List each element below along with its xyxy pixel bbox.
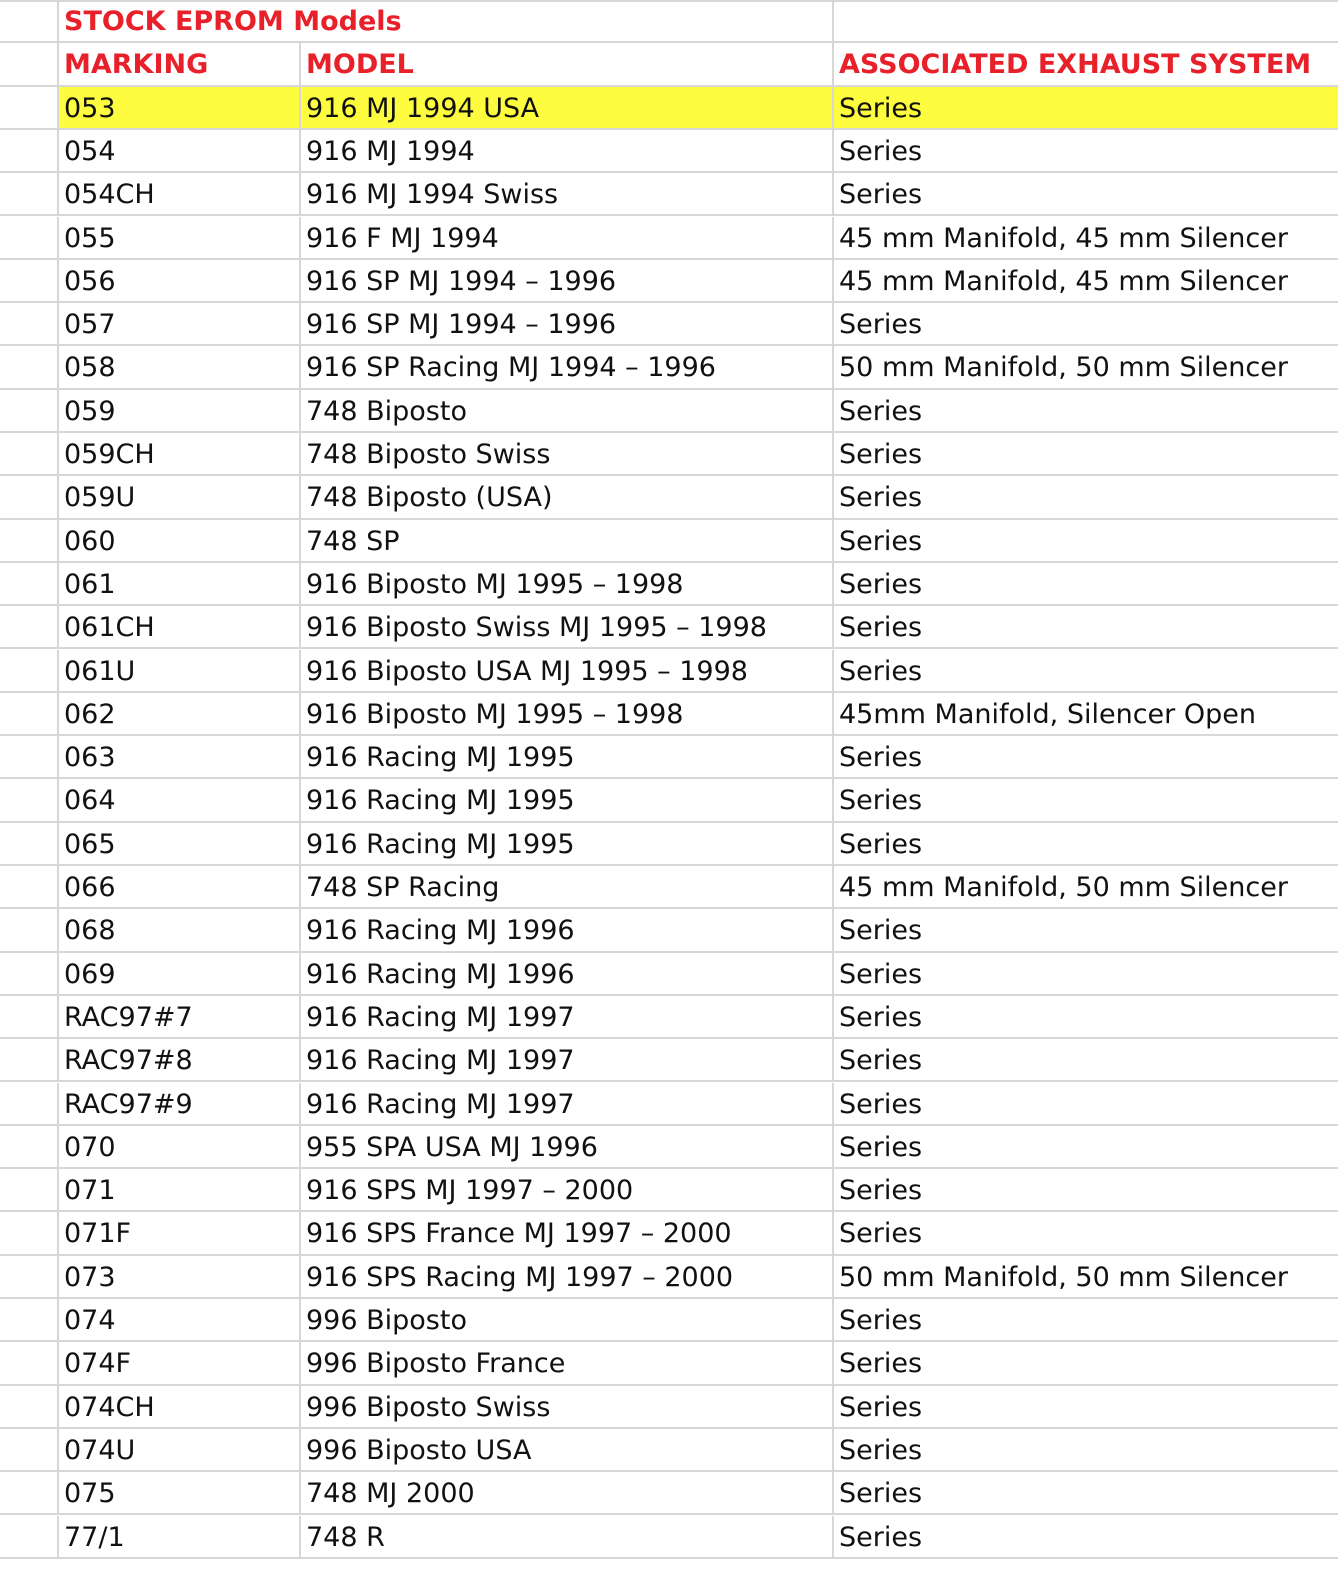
marking-cell[interactable]: 057 (59, 303, 301, 346)
row-gutter-cell[interactable] (0, 1516, 59, 1559)
exhaust-cell[interactable]: Series (834, 1386, 1338, 1429)
model-cell[interactable]: 955 SPA USA MJ 1996 (301, 1126, 834, 1169)
exhaust-cell[interactable]: Series (834, 1429, 1338, 1472)
marking-cell[interactable]: 068 (59, 909, 301, 952)
table-row (0, 433, 1338, 476)
marking-cell[interactable]: 053 (59, 87, 301, 130)
model-cell[interactable]: 916 Biposto Swiss MJ 1995 – 1998 (301, 606, 834, 649)
row-gutter-cell[interactable] (0, 1212, 59, 1255)
table-row (0, 130, 1338, 173)
model-cell[interactable]: 916 MJ 1994 Swiss (301, 173, 834, 216)
exhaust-cell[interactable]: Series (834, 736, 1338, 779)
table-row (0, 1342, 1338, 1385)
row-gutter-cell[interactable] (0, 390, 59, 433)
table-row (0, 260, 1338, 303)
marking-cell[interactable]: 074CH (59, 1386, 301, 1429)
row-gutter-cell[interactable] (0, 476, 59, 519)
exhaust-cell[interactable]: Series (834, 563, 1338, 606)
marking-cell[interactable]: 074F (59, 1342, 301, 1385)
table-row (0, 650, 1338, 693)
exhaust-cell[interactable]: Series (834, 130, 1338, 173)
exhaust-cell[interactable]: Series (834, 1472, 1338, 1515)
marking-cell[interactable]: 074U (59, 1429, 301, 1472)
row-gutter-cell[interactable] (0, 130, 59, 173)
title-row (0, 0, 1338, 43)
model-cell[interactable]: 916 SPS France MJ 1997 – 2000 (301, 1212, 834, 1255)
marking-cell[interactable]: 061 (59, 563, 301, 606)
table-row (0, 390, 1338, 433)
table-row (0, 1516, 1338, 1559)
row-gutter-cell[interactable] (0, 87, 59, 130)
row-gutter-cell[interactable] (0, 303, 59, 346)
exhaust-cell[interactable]: Series (834, 909, 1338, 952)
model-cell[interactable]: 748 SP (301, 520, 834, 563)
model-cell[interactable]: 996 Biposto France (301, 1342, 834, 1385)
model-cell[interactable]: 916 Biposto MJ 1995 – 1998 (301, 563, 834, 606)
model-cell[interactable]: 748 R (301, 1516, 834, 1559)
model-cell[interactable]: 996 Biposto USA (301, 1429, 834, 1472)
model-cell[interactable]: 996 Biposto Swiss (301, 1386, 834, 1429)
model-cell[interactable]: 748 Biposto Swiss (301, 433, 834, 476)
table-row (0, 87, 1338, 130)
row-gutter-cell[interactable] (0, 823, 59, 866)
column-header-marking[interactable]: MARKING (59, 43, 301, 86)
table-row (0, 563, 1338, 606)
exhaust-cell[interactable]: Series (834, 779, 1338, 822)
exhaust-cell[interactable]: Series (834, 1083, 1338, 1126)
marking-cell[interactable]: 063 (59, 736, 301, 779)
marking-cell[interactable]: 058 (59, 346, 301, 389)
row-gutter-cell[interactable] (0, 0, 59, 43)
row-gutter-cell[interactable] (0, 736, 59, 779)
exhaust-cell[interactable]: Series (834, 953, 1338, 996)
table-row (0, 1472, 1338, 1515)
table-row (0, 303, 1338, 346)
row-gutter-cell[interactable] (0, 346, 59, 389)
model-cell[interactable]: 916 Racing MJ 1995 (301, 779, 834, 822)
table-row (0, 693, 1338, 736)
marking-cell[interactable]: 061CH (59, 606, 301, 649)
model-cell[interactable]: 996 Biposto (301, 1299, 834, 1342)
table-row (0, 823, 1338, 866)
column-header-exhaust[interactable]: ASSOCIATED EXHAUST SYSTEM (834, 43, 1338, 86)
column-header-model[interactable]: MODEL (301, 43, 834, 86)
model-cell[interactable]: 916 SP MJ 1994 – 1996 (301, 303, 834, 346)
marking-cell[interactable]: RAC97#8 (59, 1039, 301, 1082)
exhaust-cell[interactable]: Series (834, 1126, 1338, 1169)
model-cell[interactable]: 916 Racing MJ 1996 (301, 953, 834, 996)
model-cell[interactable]: 916 SPS MJ 1997 – 2000 (301, 1169, 834, 1212)
marking-cell[interactable]: 056 (59, 260, 301, 303)
model-cell[interactable]: 916 SPS Racing MJ 1997 – 2000 (301, 1256, 834, 1299)
model-cell[interactable]: 916 F MJ 1994 (301, 217, 834, 260)
exhaust-cell[interactable]: 45mm Manifold, Silencer Open (834, 693, 1338, 736)
row-gutter-cell[interactable] (0, 650, 59, 693)
marking-cell[interactable]: 073 (59, 1256, 301, 1299)
row-gutter-cell[interactable] (0, 909, 59, 952)
sheet-title[interactable]: STOCK EPROM Models (59, 0, 834, 43)
exhaust-cell[interactable]: 45 mm Manifold, 45 mm Silencer (834, 260, 1338, 303)
marking-cell[interactable]: 054CH (59, 173, 301, 216)
row-gutter-cell[interactable] (0, 953, 59, 996)
table-row (0, 476, 1338, 519)
table-row (0, 736, 1338, 779)
row-gutter-cell[interactable] (0, 866, 59, 909)
table-row (0, 606, 1338, 649)
row-gutter-cell[interactable] (0, 260, 59, 303)
table-row (0, 1299, 1338, 1342)
row-gutter-cell[interactable] (0, 520, 59, 563)
marking-cell[interactable]: 054 (59, 130, 301, 173)
table-row (0, 346, 1338, 389)
model-cell[interactable]: 916 MJ 1994 USA (301, 87, 834, 130)
exhaust-cell[interactable]: Series (834, 1169, 1338, 1212)
table-row (0, 217, 1338, 260)
marking-cell[interactable]: 065 (59, 823, 301, 866)
marking-cell[interactable]: RAC97#7 (59, 996, 301, 1039)
table-row (0, 953, 1338, 996)
model-cell[interactable]: 916 Racing MJ 1996 (301, 909, 834, 952)
table-row (0, 779, 1338, 822)
table-row (0, 520, 1338, 563)
row-gutter-cell[interactable] (0, 433, 59, 476)
table-row (0, 1212, 1338, 1255)
model-cell[interactable]: 748 MJ 2000 (301, 1472, 834, 1515)
marking-cell[interactable]: 069 (59, 953, 301, 996)
row-gutter-cell[interactable] (0, 606, 59, 649)
table-row (0, 1429, 1338, 1472)
table-row (0, 173, 1338, 216)
table-row (0, 1256, 1338, 1299)
model-cell[interactable]: 916 Racing MJ 1997 (301, 1083, 834, 1126)
table-row (0, 1386, 1338, 1429)
marking-cell[interactable]: 060 (59, 520, 301, 563)
row-gutter-cell[interactable] (0, 1342, 59, 1385)
table-row (0, 866, 1338, 909)
row-gutter-cell[interactable] (0, 1256, 59, 1299)
exhaust-cell[interactable]: Series (834, 1212, 1338, 1255)
table-row (0, 996, 1338, 1039)
row-gutter-cell[interactable] (0, 43, 59, 86)
row-gutter-cell[interactable] (0, 1126, 59, 1169)
model-cell[interactable]: 916 Racing MJ 1997 (301, 1039, 834, 1082)
table-row (0, 1039, 1338, 1082)
marking-cell[interactable]: 059U (59, 476, 301, 519)
marking-cell[interactable]: 062 (59, 693, 301, 736)
row-gutter-cell[interactable] (0, 1039, 59, 1082)
marking-cell[interactable]: 059 (59, 390, 301, 433)
row-gutter-cell[interactable] (0, 563, 59, 606)
exhaust-cell[interactable]: Series (834, 1516, 1338, 1559)
empty-cell[interactable] (834, 0, 1338, 43)
exhaust-cell[interactable]: Series (834, 606, 1338, 649)
model-cell[interactable]: 748 Biposto (USA) (301, 476, 834, 519)
exhaust-cell[interactable]: Series (834, 173, 1338, 216)
exhaust-cell[interactable]: Series (834, 520, 1338, 563)
exhaust-cell[interactable]: Series (834, 476, 1338, 519)
model-cell[interactable]: 748 SP Racing (301, 866, 834, 909)
marking-cell[interactable]: 071 (59, 1169, 301, 1212)
marking-cell[interactable]: 059CH (59, 433, 301, 476)
marking-cell[interactable]: 070 (59, 1126, 301, 1169)
marking-cell[interactable]: RAC97#9 (59, 1083, 301, 1126)
row-gutter-cell[interactable] (0, 996, 59, 1039)
marking-cell[interactable]: 064 (59, 779, 301, 822)
row-gutter-cell[interactable] (0, 1472, 59, 1515)
exhaust-cell[interactable]: 45 mm Manifold, 50 mm Silencer (834, 866, 1338, 909)
row-gutter-cell[interactable] (0, 1169, 59, 1212)
row-gutter-cell[interactable] (0, 1386, 59, 1429)
model-cell[interactable]: 916 Racing MJ 1997 (301, 996, 834, 1039)
model-cell[interactable]: 916 SP MJ 1994 – 1996 (301, 260, 834, 303)
row-gutter-cell[interactable] (0, 1083, 59, 1126)
exhaust-cell[interactable]: 50 mm Manifold, 50 mm Silencer (834, 346, 1338, 389)
row-gutter-cell[interactable] (0, 217, 59, 260)
header-row (0, 43, 1338, 86)
table-row (0, 1083, 1338, 1126)
table-row (0, 1169, 1338, 1212)
exhaust-cell[interactable]: Series (834, 390, 1338, 433)
table-row (0, 909, 1338, 952)
row-gutter-cell[interactable] (0, 779, 59, 822)
exhaust-cell[interactable]: Series (834, 1299, 1338, 1342)
model-cell[interactable]: 916 Biposto MJ 1995 – 1998 (301, 693, 834, 736)
exhaust-cell[interactable]: Series (834, 87, 1338, 130)
marking-cell[interactable]: 074 (59, 1299, 301, 1342)
exhaust-cell[interactable]: Series (834, 823, 1338, 866)
exhaust-cell[interactable]: Series (834, 303, 1338, 346)
model-cell[interactable]: 916 Racing MJ 1995 (301, 736, 834, 779)
row-gutter-cell[interactable] (0, 1429, 59, 1472)
row-gutter-cell[interactable] (0, 693, 59, 736)
marking-cell[interactable]: 77/1 (59, 1516, 301, 1559)
row-gutter-cell[interactable] (0, 173, 59, 216)
model-cell[interactable]: 916 MJ 1994 (301, 130, 834, 173)
marking-cell[interactable]: 061U (59, 650, 301, 693)
exhaust-cell[interactable]: Series (834, 650, 1338, 693)
model-cell[interactable]: 916 Biposto USA MJ 1995 – 1998 (301, 650, 834, 693)
exhaust-cell[interactable]: Series (834, 1342, 1338, 1385)
marking-cell[interactable]: 066 (59, 866, 301, 909)
marking-cell[interactable]: 075 (59, 1472, 301, 1515)
exhaust-cell[interactable]: Series (834, 1039, 1338, 1082)
exhaust-cell[interactable]: 50 mm Manifold, 50 mm Silencer (834, 1256, 1338, 1299)
marking-cell[interactable]: 055 (59, 217, 301, 260)
marking-cell[interactable]: 071F (59, 1212, 301, 1255)
model-cell[interactable]: 916 Racing MJ 1995 (301, 823, 834, 866)
model-cell[interactable]: 916 SP Racing MJ 1994 – 1996 (301, 346, 834, 389)
exhaust-cell[interactable]: Series (834, 433, 1338, 476)
table-row (0, 1126, 1338, 1169)
exhaust-cell[interactable]: 45 mm Manifold, 45 mm Silencer (834, 217, 1338, 260)
row-gutter-cell[interactable] (0, 1299, 59, 1342)
model-cell[interactable]: 748 Biposto (301, 390, 834, 433)
exhaust-cell[interactable]: Series (834, 996, 1338, 1039)
